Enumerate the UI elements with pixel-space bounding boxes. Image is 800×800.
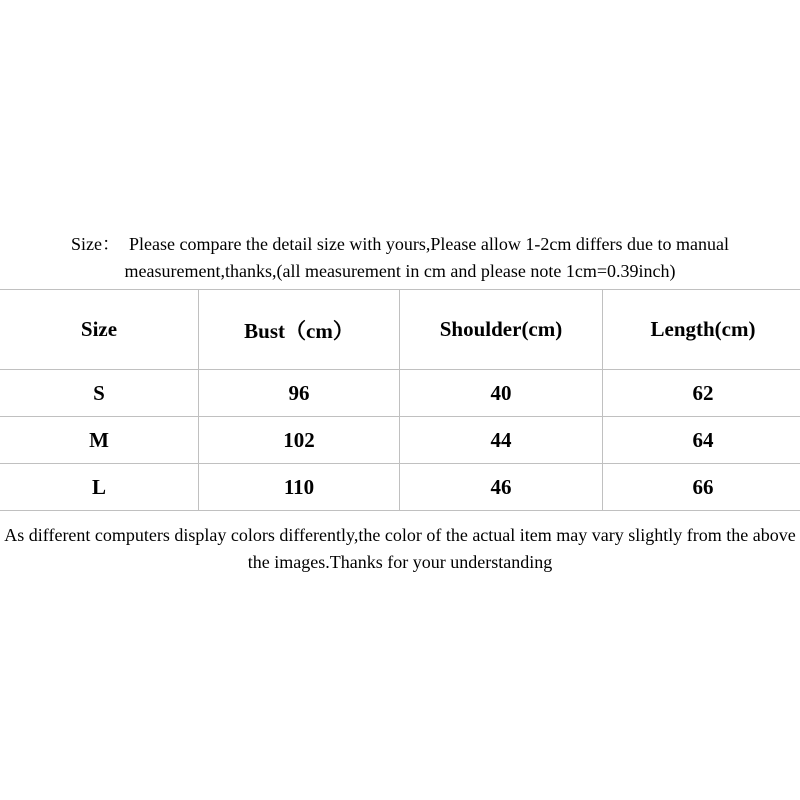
bust-value: 102 xyxy=(199,417,400,464)
size-table-body xyxy=(0,370,800,511)
column-header-bust: Bust（cm） xyxy=(199,290,400,370)
color-disclaimer-note xyxy=(0,522,800,576)
size-label: M xyxy=(0,417,199,464)
size-table xyxy=(0,289,800,511)
length-value: 62 xyxy=(603,370,800,417)
column-header-shoulder: Shoulder(cm) xyxy=(400,290,603,370)
bust-value: 110 xyxy=(199,464,400,511)
size-table-head xyxy=(0,290,800,370)
shoulder-value: 44 xyxy=(400,417,603,464)
size-note-line-1: Size： Please compare the detail size with yours,Please allow 1-2cm differs due to manual xyxy=(71,234,729,254)
header-row xyxy=(0,290,800,370)
color-note-line-2: the images.Thanks for your understanding xyxy=(247,552,553,572)
length-value: 66 xyxy=(603,464,800,511)
shoulder-value: 46 xyxy=(400,464,603,511)
column-header-size: Size xyxy=(0,290,199,370)
size-note-line-2: measurement,thanks,(all measurement in cm and please note 1cm=0.39inch) xyxy=(124,261,676,281)
size-note xyxy=(0,231,800,285)
shoulder-value: 40 xyxy=(400,370,603,417)
size-label: L xyxy=(0,464,199,511)
size-label: S xyxy=(0,370,199,417)
column-header-length: Length(cm) xyxy=(603,290,800,370)
length-value: 64 xyxy=(603,417,800,464)
table-row-s xyxy=(0,370,800,417)
table-row-l xyxy=(0,464,800,511)
color-note-line-1: As different computers display colors differently,the color of the actual item may vary slightly from the above xyxy=(4,525,796,545)
bust-value: 96 xyxy=(199,370,400,417)
table-row-m xyxy=(0,417,800,464)
